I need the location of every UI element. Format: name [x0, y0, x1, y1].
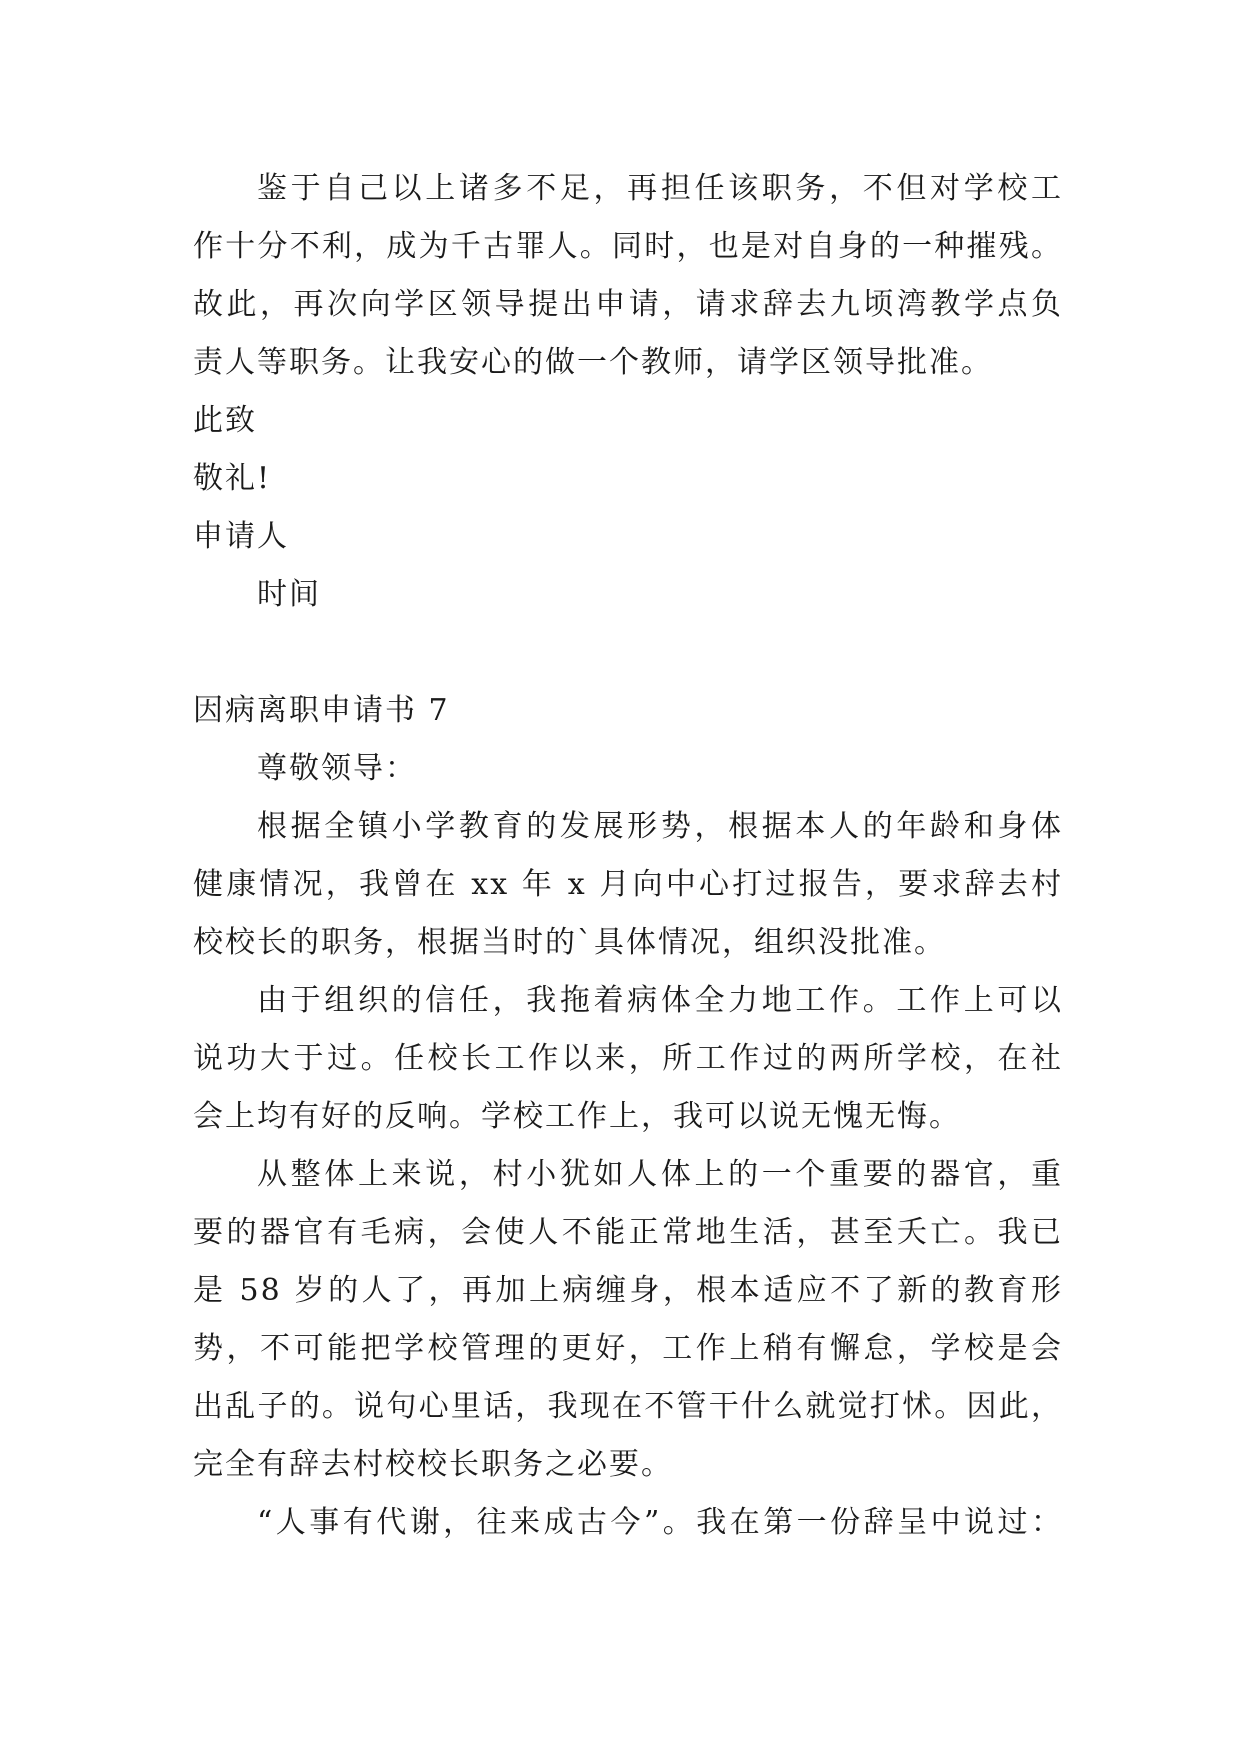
applicant-label: 申请人	[193, 519, 289, 554]
paragraph-line: 由于组织的信任，我拖着病体全力地工作。工作上可以	[257, 983, 1063, 1018]
paragraph-line: 是 58 岁的人了，再加上病缠身，根本适应不了新的教育形	[193, 1273, 1063, 1308]
paragraph-line: 要的器官有毛病，会使人不能正常地生活，甚至夭亡。我已	[193, 1215, 1063, 1250]
paragraph-line: 作十分不利，成为千古罪人。同时，也是对自身的一种摧残。	[193, 229, 1063, 264]
section-gap	[193, 624, 1063, 682]
paragraph-line: 完全有辞去村校校长职务之必要。	[193, 1447, 673, 1482]
closing-salutation: 此致	[193, 403, 257, 438]
section-title: 因病离职申请书 7	[193, 693, 450, 728]
paragraph-line: 校校长的职务，根据当时的`具体情况，组织没批准。	[193, 925, 946, 960]
paragraph-line: “人事有代谢，往来成古今”。我在第一份辞呈中说过：	[257, 1505, 1063, 1540]
paragraph-line: 责人等职务。让我安心的做一个教师，请学区领导批准。	[193, 345, 993, 380]
paragraph-line: 根据全镇小学教育的发展形势，根据本人的年龄和身体	[257, 809, 1063, 844]
document-body	[193, 160, 1063, 1552]
paragraph-line: 会上均有好的反响。学校工作上，我可以说无愧无悔。	[193, 1099, 961, 1134]
paragraph-line: 从整体上来说，村小犹如人体上的一个重要的器官，重	[257, 1157, 1063, 1192]
paragraph-line: 出乱子的。说句心里话，我现在不管干什么就觉打怵。因此，	[193, 1389, 1063, 1424]
paragraph-line: 说功大于过。任校长工作以来，所工作过的两所学校，在社	[193, 1041, 1063, 1076]
greeting: 尊敬领导：	[257, 751, 417, 786]
date-label: 时间	[257, 577, 321, 612]
paragraph-line: 健康情况，我曾在 xx 年 x 月向中心打过报告，要求辞去村	[193, 867, 1063, 902]
closing-regards: 敬礼!	[193, 461, 272, 496]
paragraph-line: 故此，再次向学区领导提出申请，请求辞去九顷湾教学点负	[193, 287, 1063, 322]
paragraph-line: 鉴于自己以上诸多不足，再担任该职务，不但对学校工	[257, 171, 1063, 206]
paragraph-line: 势，不可能把学校管理的更好，工作上稍有懈怠，学校是会	[193, 1331, 1063, 1366]
